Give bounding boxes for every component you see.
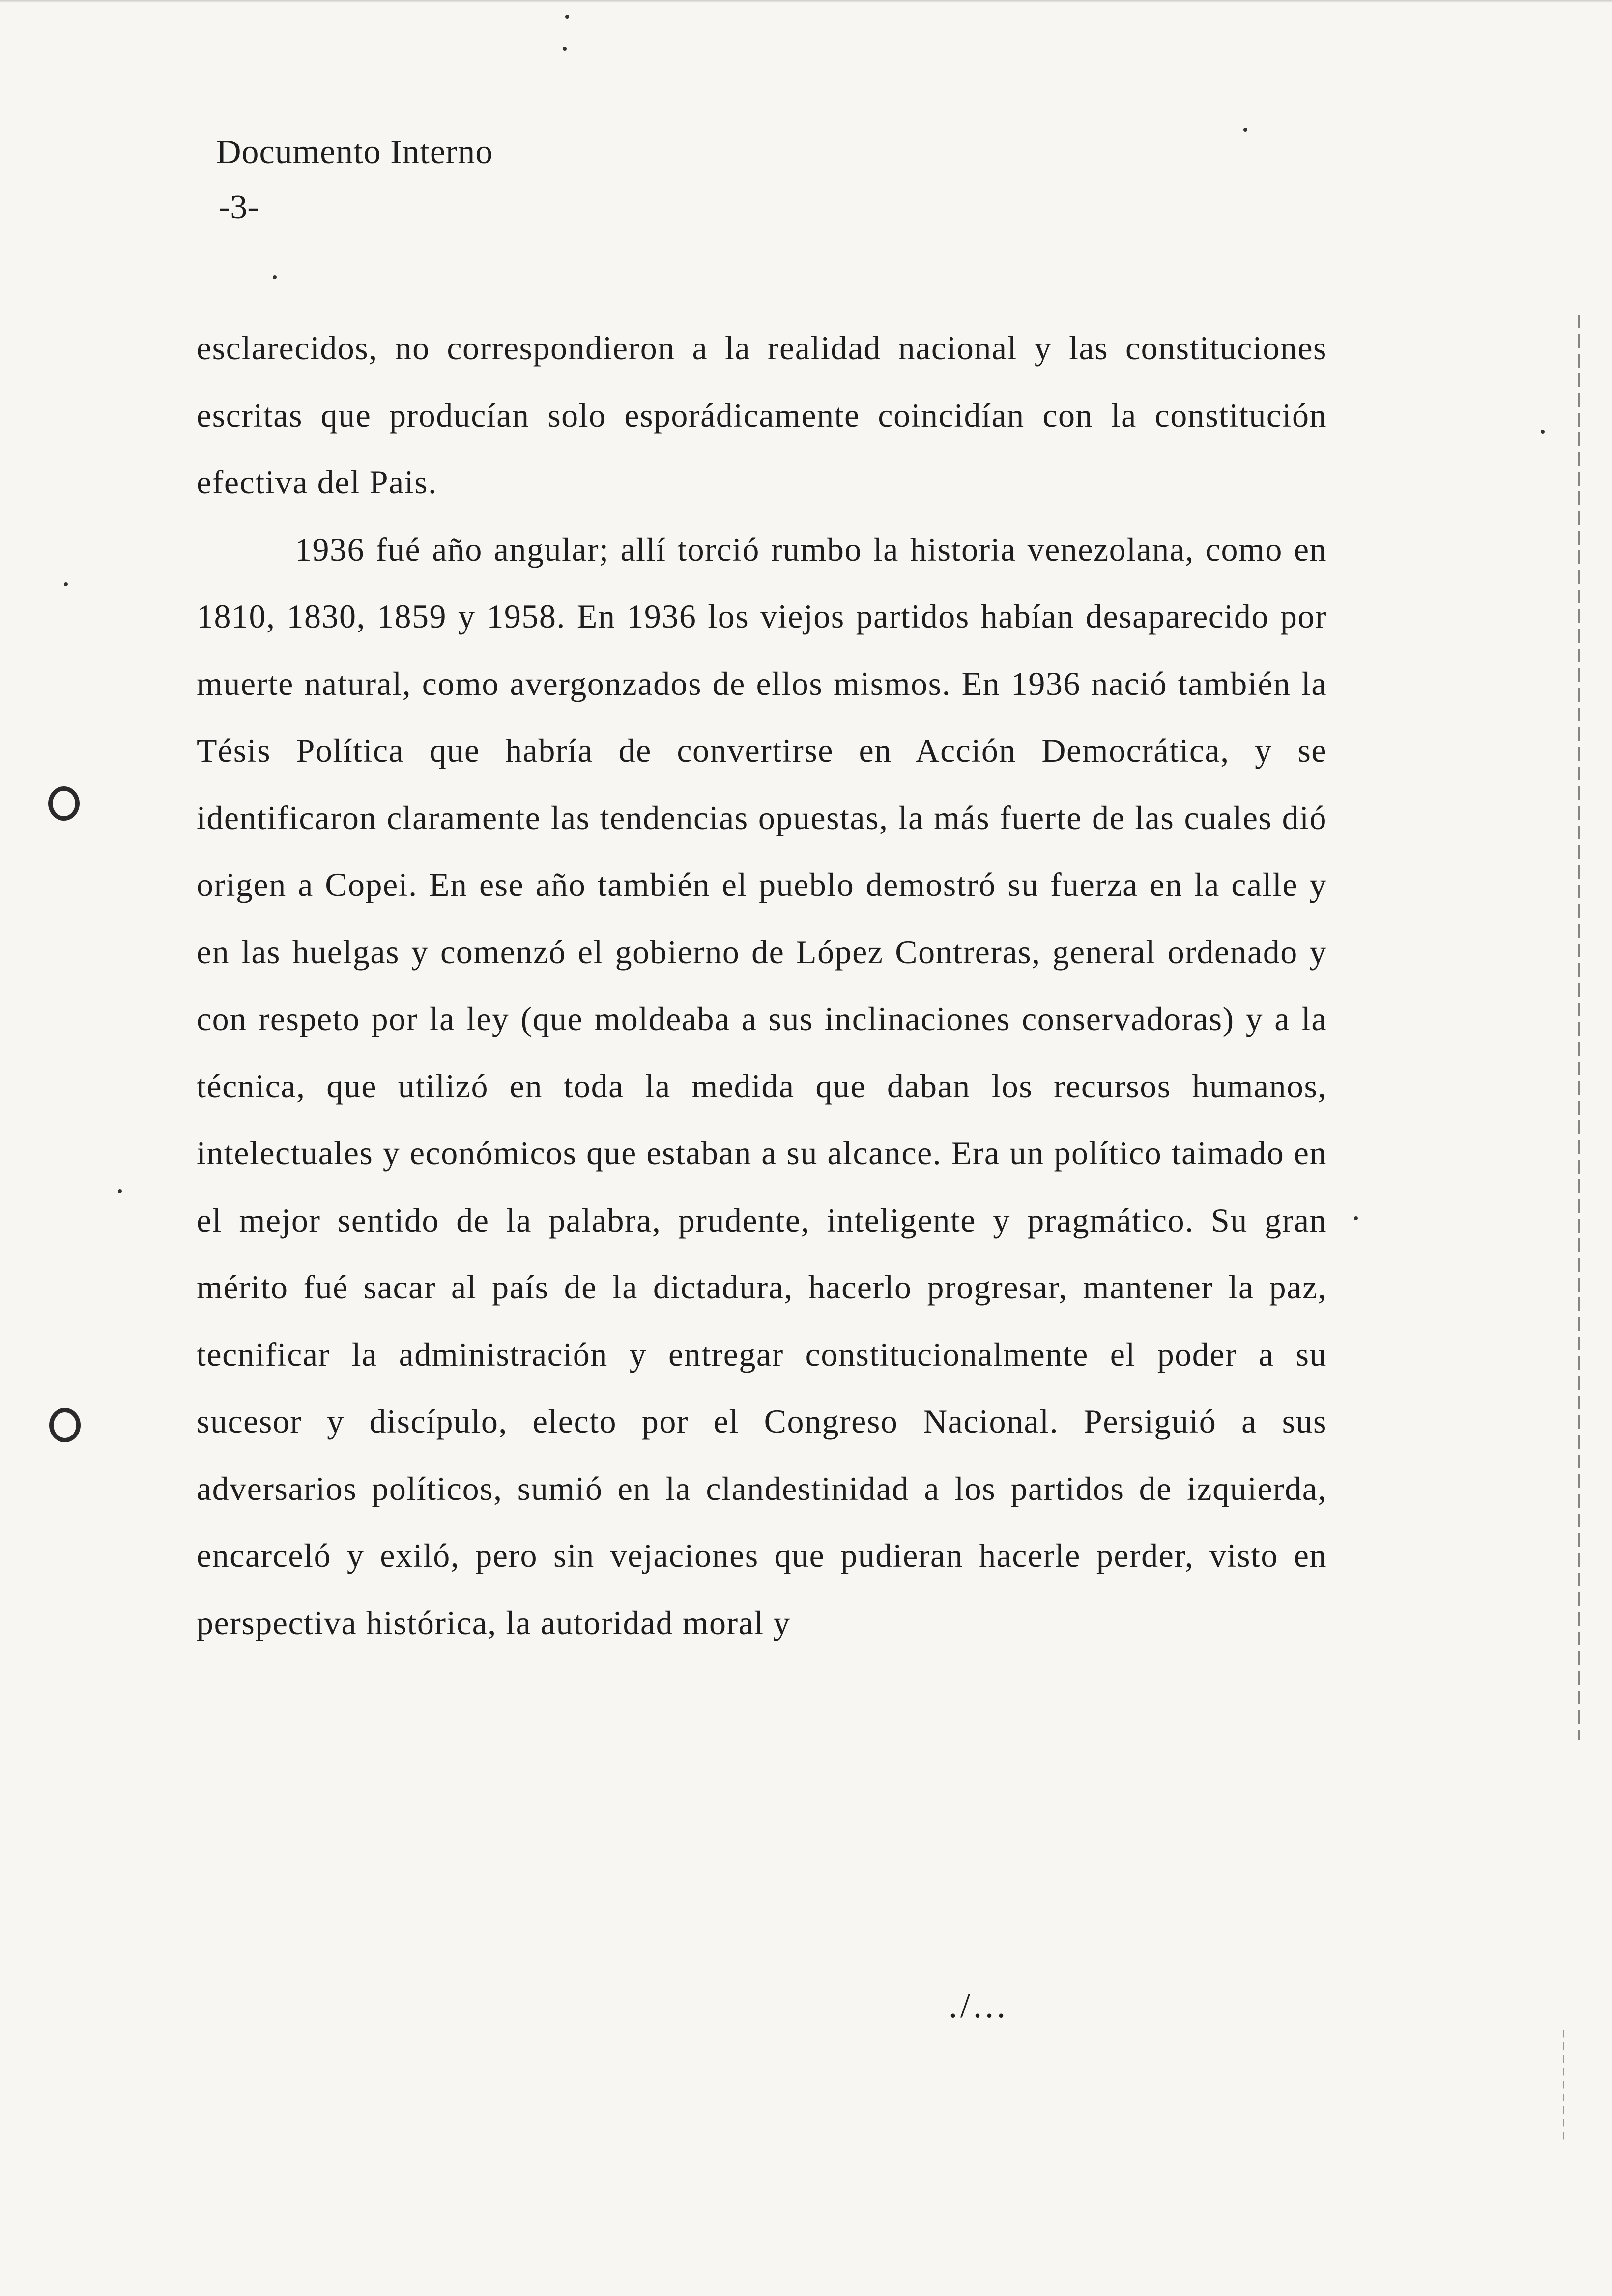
margin-mark bbox=[1578, 315, 1580, 1740]
document-title: Documento Interno bbox=[216, 133, 493, 171]
body-text bbox=[197, 315, 1327, 1656]
punch-hole bbox=[48, 786, 80, 821]
scan-speck bbox=[273, 275, 277, 279]
margin-mark bbox=[1563, 2030, 1564, 2143]
scan-speck bbox=[1354, 1216, 1358, 1220]
scan-speck bbox=[118, 1189, 122, 1193]
scan-speck bbox=[64, 582, 68, 586]
scan-edge bbox=[0, 0, 1612, 3]
punch-hole bbox=[49, 1408, 81, 1442]
scan-speck bbox=[565, 15, 569, 19]
page-number: -3- bbox=[219, 188, 259, 226]
continuation-mark: ./... bbox=[949, 1986, 1009, 2025]
paragraph-2: 1936 fué año angular; allí torció rumbo la historia venezolana, como en 1810, 1830, 1859 y 1958. En 1936 los viejos partidos habían desaparecido por muerte natural, como avergonzados de ellos mismos. En 1936 nació también la Tésis Política que habría de convertirse en Acción Democrática, y se identificaron claramente las tendencias opuestas, la más fuerte de las cuales dió origen a Copei. En ese año también el pueblo demostró su fuerza en la calle y en las huelgas y comenzó el gobierno de López Contreras, general ordenado y con respeto por la ley (que moldeaba a sus inclinaciones conservadoras) y a la técnica, que utilizó en toda la medida que daban los recursos humanos, intelectuales y económicos que estaban a su alcance. Era un político taimado en el mejor sentido de la palabra, prudente, inteligente y pragmático. Su gran mérito fué sacar al país de la dictadura, hacerlo progresar, mantener la paz, tecnificar la administración y entregar constitucionalmente el poder a su sucesor y discípulo, electo por el Congreso Nacional. Persiguió a sus adversarios políticos, sumió en la clandestinidad a los partidos de izquierda, encarceló y exiló, pero sin vejaciones que pudieran hacerle perder, visto en perspectiva histórica, la autoridad moral y bbox=[197, 530, 1327, 1641]
scan-speck bbox=[563, 47, 567, 51]
scan-speck bbox=[1243, 128, 1247, 132]
paragraph-1: esclarecidos, no correspondieron a la realidad nacional y las constituciones escritas que producían solo esporádicamente coincidían con la constitución efectiva del Pais. bbox=[197, 329, 1327, 501]
scan-speck bbox=[1541, 430, 1545, 434]
